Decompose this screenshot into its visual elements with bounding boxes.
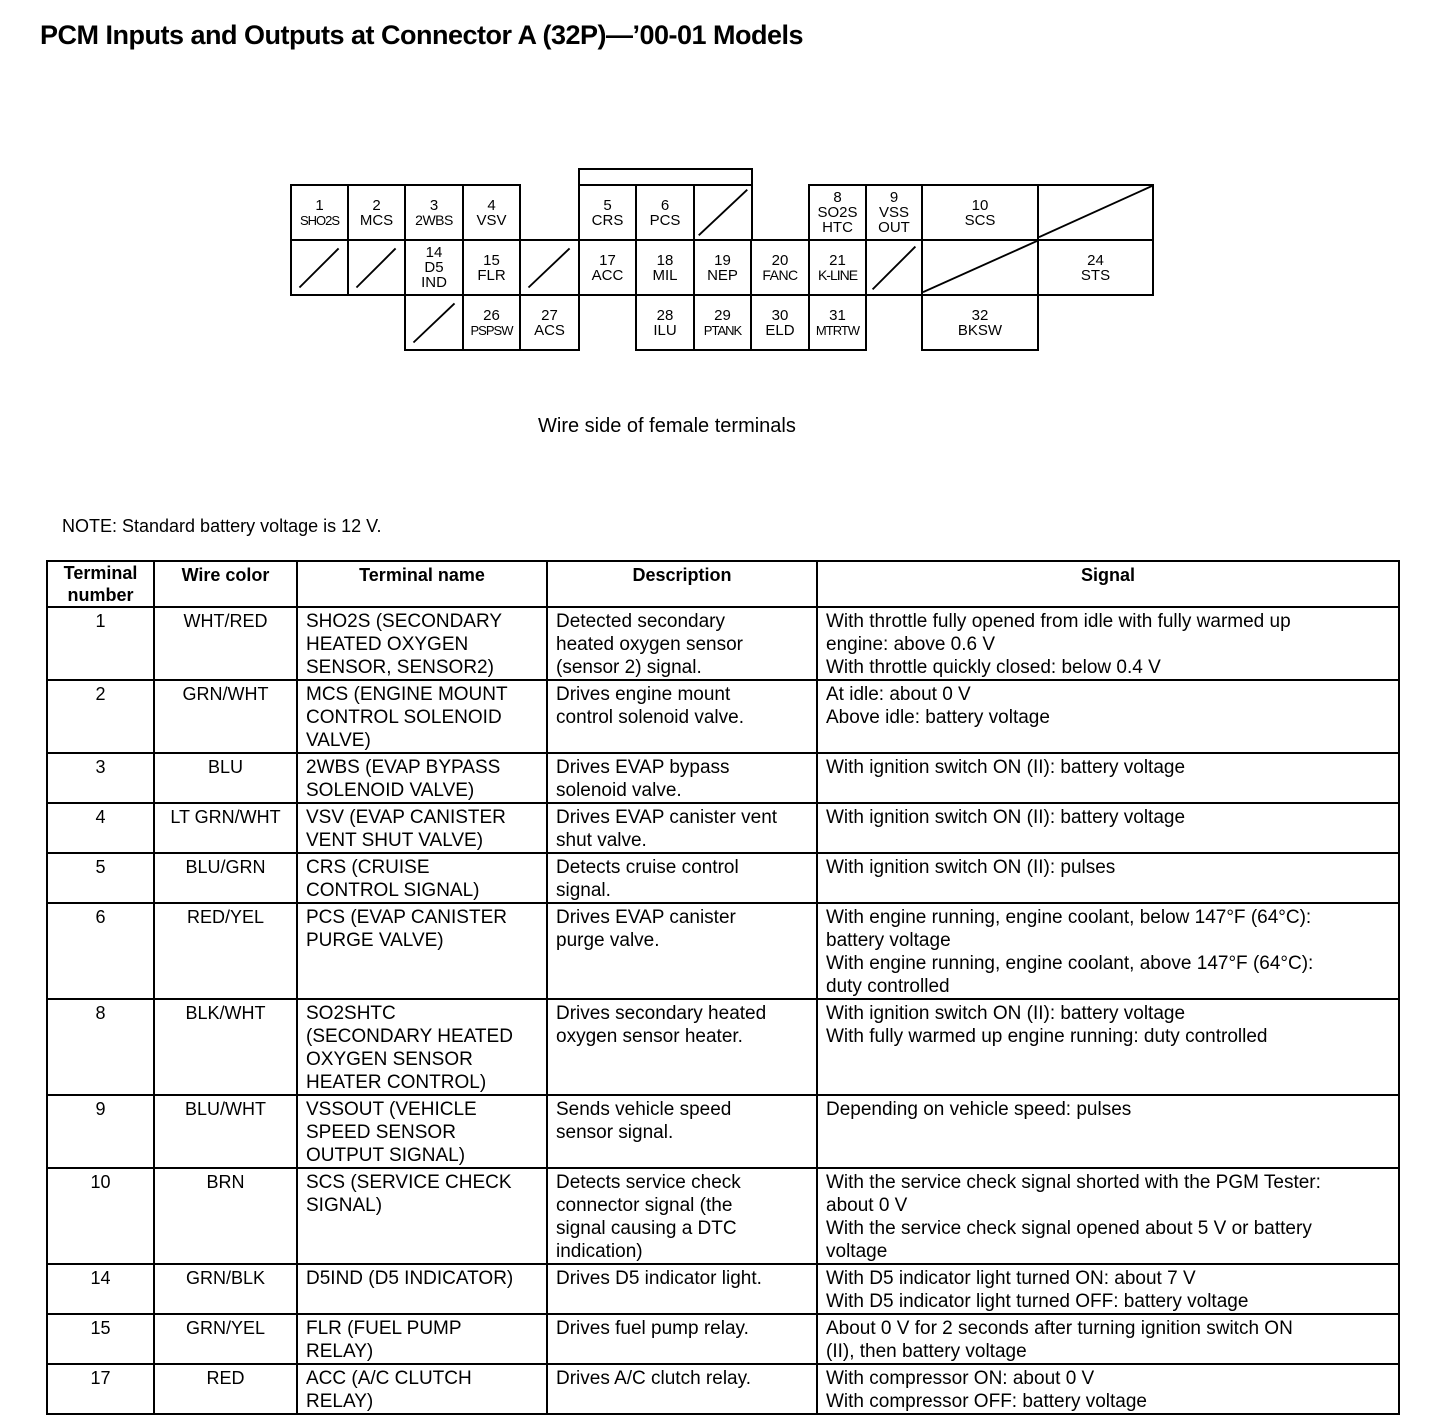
terminal-number: 24 [1087,251,1104,269]
cell-signal-line: (II), then battery voltage [826,1341,1027,1362]
table-row [47,853,1399,903]
terminal-number: 28 [656,306,674,324]
cell-terminal-name-line: FLR (FUEL PUMP [306,1318,462,1339]
cell-signal-line: With ignition switch ON (II): pulses [826,857,1116,878]
terminal-label: ELD [765,321,795,339]
cell-terminal-name [297,803,547,853]
header-signal: Signal [817,561,1399,607]
header-wire-color: Wire color [154,561,297,607]
cell-description-line: Drives engine mount [556,684,731,705]
terminal-number: 32 [971,306,989,324]
cell-terminal-number: 10 [47,1168,154,1264]
cell-description-line: signal. [556,880,611,901]
cell-signal-line: Above idle: battery voltage [826,707,1050,728]
cell-terminal-number: 17 [47,1364,154,1414]
cell-wire-color: GRN/WHT [154,680,297,753]
cell-signal [817,803,1399,853]
terminal-15 [462,239,521,296]
table-row [47,1095,1399,1168]
cell-terminal-number: 15 [47,1314,154,1364]
table-row [47,1168,1399,1264]
cell-description-line: Drives fuel pump relay. [556,1318,749,1339]
cell-description [547,680,817,753]
terminal-number: 15 [483,251,500,269]
terminal-number: 19 [714,251,731,269]
cell-signal-line: With D5 indicator light turned ON: about 7 V [826,1268,1196,1289]
cell-terminal-name [297,607,547,680]
terminal-number: 18 [656,251,674,269]
cell-signal-line: With the service check signal opened about 5 V or battery [826,1218,1312,1239]
cell-description-line: purge valve. [556,930,660,951]
cell-signal [817,1168,1399,1264]
cell-terminal-name [297,853,547,903]
terminal-19 [693,239,752,296]
terminal-9 [865,184,923,241]
cell-terminal-name-line: SO2SHTC [306,1003,396,1024]
terminal-label: SHO2S [299,212,340,228]
cell-terminal-name-line: SCS (SERVICE CHECK [306,1172,512,1193]
terminal-number: 5 [603,196,612,214]
terminal-label: FANC [762,266,798,283]
cell-signal [817,753,1399,803]
cell-signal [817,680,1399,753]
table-row [47,607,1399,680]
table-row [47,1264,1399,1314]
terminal-label: PCS [649,211,681,229]
cell-wire-color: LT GRN/WHT [154,803,297,853]
terminal-label: CRS [591,211,624,229]
terminal-number: 2 [372,196,381,214]
cell-signal-line: With compressor OFF: battery voltage [826,1391,1147,1412]
terminal-number: 17 [599,251,616,269]
cell-terminal-name-line: SENSOR, SENSOR2) [306,657,494,678]
table-header-row [47,561,1399,607]
cell-signal [817,1095,1399,1168]
terminal-3 [404,184,464,241]
cell-description-line: sensor signal. [556,1122,674,1143]
terminal-number: 14 [425,244,443,261]
terminal-30 [750,294,810,351]
cell-wire-color: WHT/RED [154,607,297,680]
cell-terminal-name-line: 2WBS (EVAP BYPASS [306,757,501,778]
cell-signal [817,607,1399,680]
cell-terminal-name-line: SHO2S (SECONDARY [306,611,503,632]
cell-terminal-name [297,903,547,999]
cell-signal-line: battery voltage [826,930,951,951]
cell-description [547,1364,817,1414]
cell-description-line: indication) [556,1241,643,1262]
cell-terminal-name [297,1364,547,1414]
cell-signal-line: With ignition switch ON (II): battery voltage [826,757,1186,778]
terminal-number: 21 [829,251,846,269]
terminal-10 [921,184,1039,241]
cell-signal-line: At idle: about 0 V [826,684,971,705]
cell-description-line: Drives EVAP canister [556,907,736,928]
cell-signal-line: voltage [826,1241,888,1262]
cell-terminal-name-line: SIGNAL) [306,1195,383,1216]
cell-description-line: Drives secondary heated [556,1003,767,1024]
cell-description-line: signal causing a DTC [556,1218,737,1239]
terminal-label: FLR [477,266,506,284]
cell-terminal-name-line: CONTROL SIGNAL) [306,880,480,901]
diagram-caption: Wire side of female terminals [538,415,796,437]
terminal-label: ACC [591,266,624,284]
terminal-label: BKSW [957,321,1003,339]
terminal-number: 31 [829,306,846,324]
cell-signal-line: With ignition switch ON (II): battery voltage [826,1003,1186,1024]
table-row [47,753,1399,803]
cell-description-line: control solenoid valve. [556,707,744,728]
cell-description-line: Drives EVAP bypass [556,757,730,778]
cell-terminal-number: 9 [47,1095,154,1168]
terminal-label: PSPSW [470,322,513,338]
cell-terminal-name [297,999,547,1095]
cell-terminal-name-line: VALVE) [306,730,371,751]
table-row [47,803,1399,853]
terminal-label: STS [1080,266,1111,284]
cell-signal-line: With engine running, engine coolant, above 147°F (64°C): [826,953,1314,974]
cell-description [547,1264,817,1314]
cell-terminal-name-line: VSV (EVAP CANISTER [306,807,506,828]
table-row [47,1364,1399,1414]
terminal-label: MIL [652,266,678,284]
terminal-label: SO2S HTC [817,204,858,236]
terminal-label: ILU [653,321,677,339]
voltage-note: NOTE: Standard battery voltage is 12 V. [62,516,382,536]
cell-signal-line: With the service check signal shorted with the PGM Tester: [826,1172,1321,1193]
cell-terminal-number: 3 [47,753,154,803]
terminal-blank [290,239,349,296]
terminal-18 [635,239,695,296]
terminal-number: 9 [889,189,899,206]
cell-wire-color: BLU/WHT [154,1095,297,1168]
terminal-blank [921,239,1039,296]
terminal-number: 20 [771,251,789,269]
terminal-label: NEP [707,266,738,284]
terminal-21 [808,239,867,296]
cell-wire-color: RED [154,1364,297,1414]
cell-description [547,1095,817,1168]
cell-wire-color: RED/YEL [154,903,297,999]
cell-signal-line: With throttle fully opened from idle with fully warmed up [826,611,1291,632]
cell-signal-line: about 0 V [826,1195,908,1216]
cell-description-line: Drives EVAP canister vent [556,807,778,828]
terminal-label: D5 IND [421,259,447,291]
terminal-2 [347,184,406,241]
cell-signal [817,999,1399,1095]
cell-terminal-name [297,1314,547,1364]
cell-terminal-number: 14 [47,1264,154,1314]
terminal-number: 4 [487,196,496,214]
cell-signal-line: With fully warmed up engine running: duty controlled [826,1026,1268,1047]
cell-terminal-name-line: OXYGEN SENSOR [306,1049,473,1070]
cell-terminal-name-line: SPEED SENSOR [306,1122,456,1143]
terminal-number: 6 [660,196,670,214]
cell-terminal-name-line: VENT SHUT VALVE) [306,830,484,851]
cell-description [547,607,817,680]
cell-description-line: Drives A/C clutch relay. [556,1368,751,1389]
terminal-4 [462,184,521,241]
cell-description-line: Drives D5 indicator light. [556,1268,762,1289]
terminal-17 [578,239,637,296]
terminal-number: 30 [771,306,789,324]
terminal-label: MCS [359,211,394,229]
cell-terminal-name [297,1095,547,1168]
cell-description-line: Detects service check [556,1172,741,1193]
cell-signal-line: Depending on vehicle speed: pulses [826,1099,1132,1120]
cell-terminal-number: 2 [47,680,154,753]
terminal-number: 8 [833,189,842,206]
cell-signal-line: With engine running, engine coolant, below 147°F (64°C): [826,907,1312,928]
terminal-24 [1037,239,1154,296]
table-row [47,1314,1399,1364]
cell-description-line: heated oxygen sensor [556,634,743,655]
cell-signal-line: With compressor ON: about 0 V [826,1368,1095,1389]
table-row [47,680,1399,753]
cell-terminal-name-line: SOLENOID VALVE) [306,780,475,801]
cell-terminal-name-line: OUTPUT SIGNAL) [306,1145,466,1166]
cell-terminal-number: 6 [47,903,154,999]
terminal-number: 27 [541,306,558,324]
terminal-14 [404,239,464,296]
cell-description-line: oxygen sensor heater. [556,1026,743,1047]
terminal-blank [519,239,580,296]
cell-signal [817,1364,1399,1414]
terminal-blank [347,239,406,296]
cell-wire-color: GRN/BLK [154,1264,297,1314]
terminal-blank [1037,184,1154,241]
cell-description [547,903,817,999]
terminal-8 [808,184,867,241]
cell-wire-color: GRN/YEL [154,1314,297,1364]
cell-signal-line: engine: above 0.6 V [826,634,996,655]
cell-signal [817,1314,1399,1364]
terminal-label: VSV [476,211,507,229]
terminal-29 [693,294,752,351]
terminal-20 [750,239,810,296]
terminal-26 [462,294,521,351]
pin-table [46,560,1400,1415]
terminal-label: ACS [534,321,565,339]
terminal-number: 1 [315,196,324,214]
terminal-blank [865,239,923,296]
header-terminal-name: Terminal name [297,561,547,607]
cell-wire-color: BLU/GRN [154,853,297,903]
cell-signal [817,853,1399,903]
table-row [47,999,1399,1095]
terminal-number: 3 [429,196,439,214]
cell-description [547,1168,817,1264]
cell-terminal-name [297,680,547,753]
cell-terminal-name-line: CRS (CRUISE [306,857,430,878]
terminal-31 [808,294,867,351]
cell-wire-color: BLK/WHT [154,999,297,1095]
cell-wire-color: BLU [154,753,297,803]
cell-terminal-name-line: ACC (A/C CLUTCH [306,1368,472,1389]
cell-signal-line: With D5 indicator light turned OFF: battery voltage [826,1291,1249,1312]
terminal-blank [404,294,464,351]
cell-description-line: connector signal (the [556,1195,733,1216]
cell-signal-line: With throttle quickly closed: below 0.4 V [826,657,1161,678]
cell-wire-color: BRN [154,1168,297,1264]
page-title: PCM Inputs and Outputs at Connector A (32P)—’00-01 Models [40,20,804,50]
cell-signal-line: About 0 V for 2 seconds after turning ignition switch ON [826,1318,1293,1339]
cell-terminal-name-line: VSSOUT (VEHICLE [306,1099,477,1120]
terminal-number: 26 [483,306,500,324]
terminal-number: 29 [714,306,731,324]
terminal-5 [578,184,637,241]
cell-signal [817,903,1399,999]
terminal-32 [921,294,1039,351]
terminal-label: VSS OUT [878,204,910,236]
terminal-28 [635,294,695,351]
cell-terminal-number: 5 [47,853,154,903]
cell-terminal-name-line: PURGE VALVE) [306,930,444,951]
table-row [47,903,1399,999]
cell-signal [817,1264,1399,1314]
cell-terminal-name-line: (SECONDARY HEATED [306,1026,513,1047]
cell-description [547,1314,817,1364]
cell-terminal-name-line: PCS (EVAP CANISTER [306,907,507,928]
cell-terminal-number: 1 [47,607,154,680]
terminal-label: SCS [964,211,996,229]
terminal-label: K-LINE [817,266,858,283]
cell-description [547,803,817,853]
cell-terminal-name [297,753,547,803]
cell-description-line: shut valve. [556,830,647,851]
terminal-label: MTRTW [815,322,860,338]
cell-terminal-name-line: HEATED OXYGEN [306,634,469,655]
cell-terminal-name-line: RELAY) [306,1341,374,1362]
cell-terminal-name-line: MCS (ENGINE MOUNT [306,684,508,705]
cell-description-line: Sends vehicle speed [556,1099,732,1120]
cell-description-line: Detects cruise control [556,857,739,878]
cell-description [547,853,817,903]
terminal-label: 2WBS [415,211,453,228]
cell-description-line: solenoid valve. [556,780,682,801]
cell-terminal-name [297,1168,547,1264]
terminal-number: 10 [971,196,989,214]
cell-terminal-number: 8 [47,999,154,1095]
terminal-blank [693,184,753,241]
cell-description-line: (sensor 2) signal. [556,657,702,678]
cell-terminal-name-line: CONTROL SOLENOID [306,707,502,728]
header-terminal-number: Terminal number [47,561,154,607]
terminal-label: PTANK [703,322,742,338]
cell-terminal-name-line: HEATER CONTROL) [306,1072,487,1093]
cell-signal-line: With ignition switch ON (II): battery voltage [826,807,1186,828]
cell-description [547,999,817,1095]
cell-terminal-name-line: D5IND (D5 INDICATOR) [306,1268,514,1289]
cell-description [547,753,817,803]
cell-terminal-name [297,1264,547,1314]
cell-signal-line: duty controlled [826,976,950,997]
terminal-1 [290,184,349,241]
cell-terminal-number: 4 [47,803,154,853]
cell-terminal-name-line: RELAY) [306,1391,374,1412]
terminal-27 [519,294,580,351]
header-description: Description [547,561,817,607]
cell-description-line: Detected secondary [556,611,725,632]
terminal-6 [635,184,695,241]
